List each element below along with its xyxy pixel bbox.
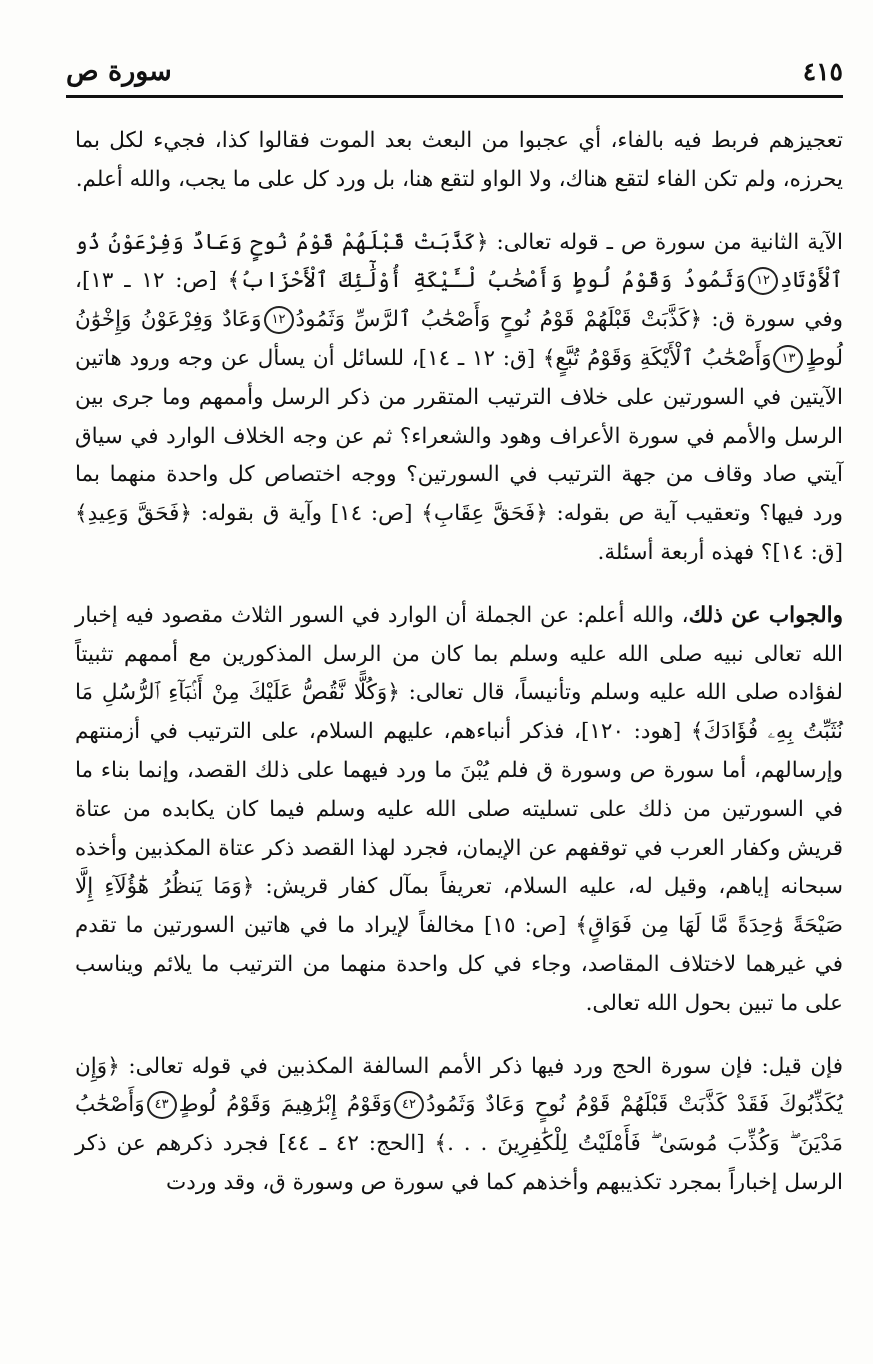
verse-number-marker: ١٢ bbox=[748, 267, 778, 295]
quran-verse: وَأَصْحَٰبُ ٱلْأَيْكَةِ وَقَوْمُ تُبَّعٍ bbox=[555, 345, 772, 371]
quran-verse: فَحَقَّ وَعِيدِ bbox=[87, 501, 180, 527]
paragraph-3 bbox=[75, 597, 843, 1024]
paragraph-text: ، والله أعلم: عن الجملة أن الوارد في السور الثلاث مقصود فيه إخبار الله تعالى نبيه صلى الله عليه وسلم بما كان من الرسل المذكورين مع أممهم تثبيتاً لفؤاده صلى الله عليه وسلم وتأنيساً، قال تعالى: ﴿ bbox=[75, 602, 843, 706]
paragraph-text: ﴾ [هود: ١٢٠]، فذكر أنباءهم، عليهم السلام، على الترتيب في أزمنتهم وإرسالهم، أما سورة ص وسورة ق فلم يُبْنَ ما ورد فيهما على ذلك القصد، وإنما بناء ما في السورتين من ذلك على تسليته صلى الله عليه وسلم فيما كان يكابده من عتاة قريش وكفار العرب في توقفهم عن الإيمان، فجرد لهذا القصد ذكر عتاة المكذبين وأخذه سبحانه إياهم، وقيل له، عليه السلام، تعريفاً بمآل كفار قريش: ﴿ bbox=[75, 719, 843, 900]
paragraph-text: ﴾ [ص: ١٥] مخالفاً لإيراد ما في هاتين السورتين ما تقدم في غيرهما لاختلاف المقاصد، وجاء في كل واحدة منهما من الترتيب ما يلائم ويناسب على ما تبين بحول الله تعالى. bbox=[75, 913, 843, 1016]
quran-verse: كَذَّبَتْ قَبْلَهُمْ قَوْمُ نُوحٍ وَعَادٌ وَفِرْعَوْنُ ذُو ٱلْأَوْتَادِ bbox=[75, 229, 843, 294]
verse-number-marker: ٤٣ bbox=[147, 1091, 177, 1119]
answer-heading: والجواب عن ذلك bbox=[688, 602, 843, 628]
quran-verse: وَإِن يُكَذِّبُوكَ فَقَدْ كَذَّبَتْ قَبْلَهُمْ قَوْمُ نُوحٍ وَعَادٌ وَثَمُودُ bbox=[75, 1053, 844, 1118]
quran-verse: وَعَادٌ وَفِرْعَوْنُ وَإِخْوَٰنُ لُوطٍ bbox=[75, 307, 843, 371]
quran-verse: وَقَوْمُ إِبْرَٰهِيمَ وَقَوْمُ لُوطٍ bbox=[178, 1092, 393, 1118]
quran-verse: وَأَصْحَٰبُ مَدْيَنَ ۖ وَكُذِّبَ مُوسَىٰ ۖ فَأَمْلَيْتُ لِلْكَٰفِرِينَ . . . bbox=[75, 1092, 843, 1157]
paragraph-text: ﴾ [الحج: ٤٢ ـ ٤٤] فجرد ذكرهم عن ذكر الرسل إخباراً بمجرد تكذيبهم وأخذهم كما في سورة ص وسورة ق، وقد وردت bbox=[75, 1131, 843, 1195]
running-title: سورة ص bbox=[66, 55, 172, 87]
paragraph-4 bbox=[75, 1048, 843, 1203]
paragraph-text: ﴾ [ق: ١٢ ـ ١٤]، للسائل أن يسأل عن وجه ورود هاتين الآيتين في السورتين على خلاف الترتيب المتقرر من ذكر الرسل وأممهم وما جرى بين الرسل والأمم في سورة الأعراف وهود والشعراء؟ ثم عن وجه الخلاف الوارد في سياق آيتي صاد وقاف من جهة الترتيب في السورتين؟ ووجه اختصاص كل واحدة منهما بما ورد فيها؟ وتعقيب آية ص بقوله: ﴿ bbox=[75, 345, 843, 527]
verse-number-marker: ١٣ bbox=[773, 345, 803, 373]
quran-verse: وَثَمُودُ وَقَوْمُ لُوطٍ وَأَصْحَٰبُ لْـَٔيْكَةِ أُوْلَٰٓئِكَ ٱلْأَحْزَابُ bbox=[240, 268, 746, 294]
paragraph-2 bbox=[75, 224, 843, 573]
quran-verse: كَذَّبَتْ قَبْلَهُمْ قَوْمُ نُوحٍ وَأَصْحَٰبُ ٱلرَّسِّ وَثَمُودُ bbox=[295, 307, 690, 333]
page-header bbox=[66, 50, 843, 92]
page-body bbox=[75, 122, 843, 1203]
verse-number-marker: ٤٢ bbox=[394, 1091, 424, 1119]
paragraph-text: ﴾ [ق: ١٤]؟ فهذه أربعة أسئلة. bbox=[75, 501, 843, 565]
paragraph-text: تعجيزهم فربط فيه بالفاء، أي عجبوا من البعث بعد الموت فقالوا كذا، فجيء لكل بما يحرزه، ولم تكن الفاء لتقع هناك، ولا الواو لتقع هنا، بل ورد كل على ما يجب، والله أعلم. bbox=[75, 128, 843, 192]
quran-verse: وَكُلًّا نَّقُصُّ عَلَيْكَ مِنْ أَنۢبَآءِ ٱلرُّسُلِ مَا نُثَبِّتُ بِهِۦ فُؤَادَكَ bbox=[75, 680, 844, 745]
paragraph-1 bbox=[75, 122, 843, 200]
paragraph-text: فإن قيل: فإن سورة الحج ورد فيها ذكر الأمم السالفة المكذبين في قوله تعالى: ﴿ bbox=[107, 1053, 843, 1079]
paragraph-text: الآية الثانية من سورة ص ـ قوله تعالى: ﴿ bbox=[475, 229, 843, 255]
verse-number-marker: ١٢ bbox=[264, 306, 294, 334]
quran-verse: وَمَا يَنظُرُ هَٰٓؤُلَآءِ إِلَّا صَيْحَةً وَٰحِدَةً مَّا لَهَا مِن فَوَاقٍ bbox=[75, 874, 843, 939]
page-number: ٤١٥ bbox=[802, 56, 843, 86]
paragraph-text: ﴾ [ص: ١٢ ـ ١٣]، وفي سورة ق: ﴿ bbox=[75, 268, 844, 333]
header-rule bbox=[66, 95, 843, 98]
paragraph-text: ﴾ [ص: ١٤] وآية ق بقوله: ﴿ bbox=[179, 501, 434, 527]
quran-verse: فَحَقَّ عِقَابِ bbox=[433, 501, 536, 527]
